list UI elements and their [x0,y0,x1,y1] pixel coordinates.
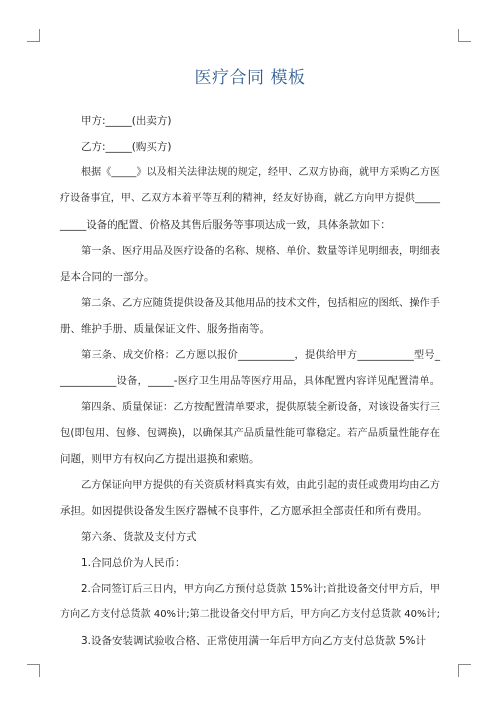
article-3-line-2: ___________设备，_____-医疗卫生用品等医疗用品，具体配置内容详见配置清单。 [60,375,440,387]
article-1-line-2: 是本合同的一部分。 [60,271,155,283]
guarantee-line-2: 承担。如因提供设备发生医疗器械不良事件，乙方愿承担全部责任和所有费用。 [60,505,428,517]
crop-mark-bottom-left [27,664,40,677]
payment-item-1: 1.合同总价为人民币： [81,557,186,569]
preamble-line-1: 根据《_____》以及相关法律法规的规定，经甲、乙双方协商，就甲方采购乙方医 [81,167,440,178]
guarantee-line-1: 乙方保证向甲方提供的有关资质材料真实有效，由此引起的责任或费用均由乙方 [81,479,440,491]
article-4-line-3: 问题，则甲方有权向乙方提出退换和索赔。 [60,453,260,465]
preamble-line-3: _____设备的配置、价格及其售后服务等事项达成一致，具体条款如下： [60,219,391,231]
party-b-line: 乙方:_____(购买方) [81,141,172,153]
party-a-line: 甲方:_____(出卖方) [81,115,172,127]
payment-item-2-line-1: 2.合同签订后三日内，甲方向乙方预付总货款 15%计;首批设备交付甲方后，甲 [81,583,440,595]
article-6-heading: 第六条、货款及支付方式 [81,531,197,543]
document-title: 医疗合同 模板 [194,68,306,88]
article-1-line-1: 第一条、医疗用品及医疗设备的名称、规格、单价、数量等详见明细表，明细表 [81,245,440,257]
crop-mark-top-right [458,29,471,42]
article-3-line-1: 第三条、成交价格：乙方愿以报价___________，提供给甲方___________型号_ [81,349,440,361]
crop-mark-bottom-right [458,664,471,677]
payment-item-2-line-2: 方向乙方支付总货款 40%计;第二批设备交付甲方后，甲方向乙方支付总货款 40%计; [60,609,440,620]
crop-mark-top-left [27,29,40,42]
article-4-line-2: 包(即包用、包修、包调换)，以确保其产品质量性能可靠稳定。若产品质量性能存在 [60,427,440,439]
article-4-line-1: 第四条、质量保证：乙方按配置清单要求，提供原装全新设备，对该设备实行三 [81,401,440,413]
payment-item-3: 3.设备安装调试验收合格、正常使用满一年后甲方向乙方支付总货款 5%计 [81,635,427,647]
article-2-line-2: 册、维护手册、质量保证文件、服务指南等。 [60,323,270,335]
article-2-line-1: 第二条、乙方应随货提供设备及其他用品的技术文件，包括相应的图纸、操作手 [81,297,440,309]
preamble-line-2: 疗设备事宜，甲、乙双方本着平等互利的精神，经友好协商，就乙方向甲方提供_____ [60,193,440,204]
